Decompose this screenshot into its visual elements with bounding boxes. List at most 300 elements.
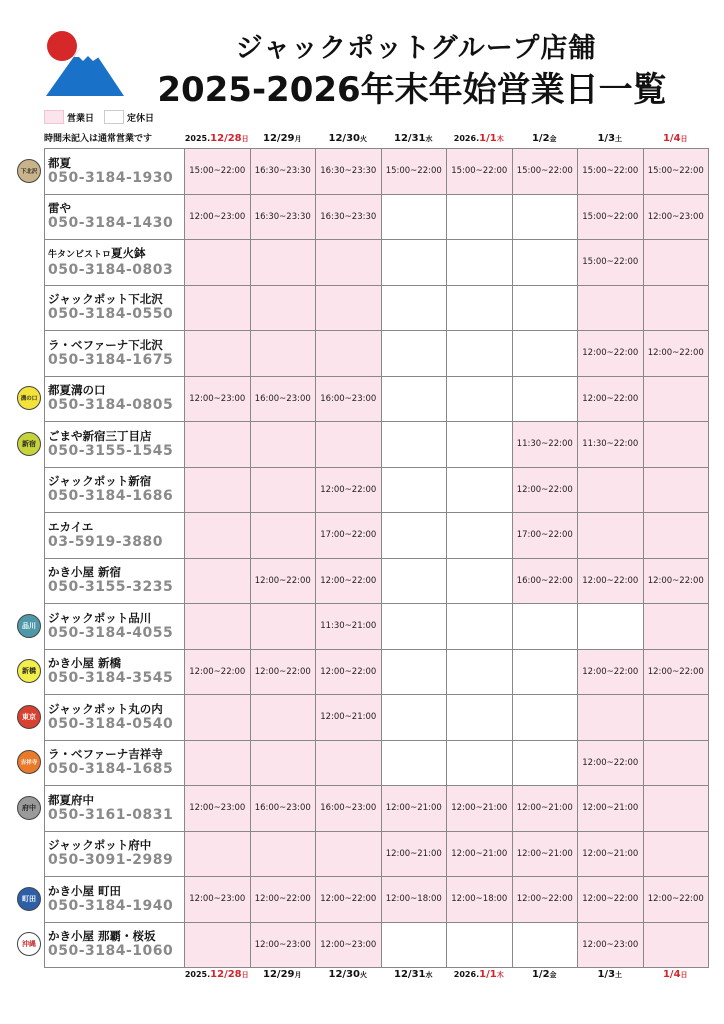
store-cell	[45, 695, 185, 741]
date-header-cell	[577, 133, 643, 144]
open-day-cell: 16:00~23:00	[250, 376, 316, 422]
open-day-cell: 15:00~22:00	[512, 149, 578, 195]
closed-day-cell	[381, 649, 447, 695]
closed-day-cell	[447, 331, 513, 377]
open-day-cell	[250, 513, 316, 559]
open-day-cell: 12:00~23:00	[250, 922, 316, 968]
open-day-cell	[316, 740, 382, 786]
open-day-cell: 16:00~23:00	[316, 786, 382, 832]
closed-day-cell	[381, 376, 447, 422]
open-day-cell	[185, 922, 251, 968]
store-name-main: ラ・ベファーナ下北沢	[48, 337, 163, 352]
closed-day-cell	[512, 740, 578, 786]
closed-day-cell	[447, 649, 513, 695]
closed-day-cell	[447, 422, 513, 468]
table-row	[45, 194, 709, 240]
date-year-prefix: 2026.	[453, 970, 480, 979]
open-day-cell	[643, 604, 709, 650]
open-day-cell: 12:00~21:00	[512, 786, 578, 832]
open-day-cell: 12:00~22:00	[643, 558, 709, 604]
open-day-cell	[643, 422, 709, 468]
open-day-cell	[185, 558, 251, 604]
open-day-cell: 15:00~22:00	[643, 149, 709, 195]
date-label: 1/4	[662, 969, 681, 980]
date-year-prefix: 2026.	[453, 134, 480, 143]
date-header-cell	[643, 969, 709, 980]
store-cell	[45, 740, 185, 786]
store-name-main: ジャックポット品川	[48, 610, 152, 625]
open-day-cell	[185, 740, 251, 786]
title-line-1: ジャックポットグループ店舗	[235, 33, 597, 64]
open-day-cell: 12:00~21:00	[578, 786, 644, 832]
open-day-cell	[643, 376, 709, 422]
store-cell	[45, 467, 185, 513]
date-day-of-week: 土	[615, 135, 623, 143]
table-row	[45, 877, 709, 923]
schedule-table	[44, 148, 709, 968]
store-name	[48, 246, 184, 262]
date-day-of-week: 火	[359, 971, 367, 979]
store-name	[48, 292, 184, 306]
date-header-top	[184, 133, 708, 144]
open-day-cell: 16:30~23:30	[250, 149, 316, 195]
open-day-cell: 12:00~22:00	[316, 649, 382, 695]
open-day-cell: 12:00~21:00	[512, 831, 578, 877]
open-day-cell: 12:00~21:00	[447, 831, 513, 877]
date-label: 12/30	[328, 133, 360, 144]
store-phone: 050-3184-4055	[48, 624, 174, 641]
closed-day-cell	[447, 467, 513, 513]
open-day-cell	[250, 331, 316, 377]
open-day-cell	[250, 604, 316, 650]
open-day-cell	[185, 331, 251, 377]
closed-day-cell	[447, 740, 513, 786]
open-day-cell: 17:00~22:00	[316, 513, 382, 559]
store-cell	[45, 376, 185, 422]
store-name	[48, 338, 184, 352]
open-day-cell	[643, 922, 709, 968]
table-row	[45, 649, 709, 695]
open-day-cell: 16:30~23:30	[316, 194, 382, 240]
store-cell	[45, 149, 185, 195]
closed-day-cell	[447, 194, 513, 240]
closed-day-cell	[512, 649, 578, 695]
open-day-cell	[578, 467, 644, 513]
open-day-cell	[250, 831, 316, 877]
date-label: 1/1	[479, 969, 497, 980]
open-day-cell	[185, 467, 251, 513]
store-cell	[45, 922, 185, 968]
store-phone: 050-3184-0540	[48, 715, 174, 732]
open-day-cell: 12:00~21:00	[381, 831, 447, 877]
open-day-cell: 12:00~18:00	[381, 877, 447, 923]
open-day-cell	[643, 467, 709, 513]
legend-closed-label: 定休日	[127, 113, 155, 124]
date-day-of-week: 金	[549, 135, 557, 143]
date-label: 1/3	[597, 969, 616, 980]
store-cell	[45, 513, 185, 559]
open-day-cell: 12:00~22:00	[512, 877, 578, 923]
open-day-cell: 12:00~22:00	[250, 649, 316, 695]
store-phone: 050-3184-1930	[48, 169, 174, 186]
page-title: 2025-2026年末年始営業日一覧	[157, 70, 667, 110]
store-name-main: かき小屋 那覇・桜坂	[48, 929, 156, 944]
table-row	[45, 422, 709, 468]
store-name-main: ごまや新宿三丁目店	[48, 428, 152, 443]
closed-day-cell	[381, 695, 447, 741]
date-day-of-week: 水	[425, 135, 433, 143]
open-day-cell	[578, 513, 644, 559]
store-name	[48, 201, 184, 215]
closed-day-cell	[381, 240, 447, 286]
area-badge-icon: 新橋	[17, 659, 41, 683]
closed-day-cell	[447, 285, 513, 331]
area-badge-icon: 下北沢	[17, 159, 41, 183]
open-day-cell: 12:00~22:00	[250, 877, 316, 923]
area-badge-icon: 品川	[17, 614, 41, 638]
store-name	[48, 520, 184, 534]
open-day-cell: 12:00~18:00	[447, 877, 513, 923]
open-day-cell	[643, 831, 709, 877]
open-day-cell: 16:00~22:00	[512, 558, 578, 604]
date-header-cell	[643, 133, 709, 144]
store-name	[48, 156, 184, 170]
open-day-cell: 12:00~22:00	[250, 558, 316, 604]
store-cell	[45, 877, 185, 923]
date-header-cell	[315, 133, 381, 144]
store-cell	[45, 649, 185, 695]
store-name	[48, 747, 184, 761]
open-day-cell	[185, 831, 251, 877]
date-header-cell	[381, 969, 447, 980]
date-day-of-week: 火	[359, 135, 367, 143]
store-phone: 050-3184-1940	[48, 897, 174, 914]
open-day-cell	[185, 604, 251, 650]
date-label: 12/31	[394, 133, 426, 144]
store-phone: 03-5919-3880	[48, 533, 164, 550]
closed-day-cell	[512, 331, 578, 377]
open-day-cell	[643, 740, 709, 786]
open-day-cell: 11:30~22:00	[578, 422, 644, 468]
table-row	[45, 240, 709, 286]
date-day-of-week: 日	[241, 135, 249, 143]
open-day-cell: 12:00~22:00	[578, 376, 644, 422]
date-label: 12/30	[328, 969, 360, 980]
open-day-cell: 16:30~23:30	[316, 149, 382, 195]
open-day-cell	[250, 285, 316, 331]
store-phone: 050-3155-1545	[48, 442, 174, 459]
store-name	[48, 383, 184, 397]
open-day-cell: 15:00~22:00	[185, 149, 251, 195]
table-row	[45, 558, 709, 604]
open-day-cell: 12:00~22:00	[643, 331, 709, 377]
open-day-cell: 12:00~22:00	[578, 331, 644, 377]
open-day-cell: 12:00~21:00	[447, 786, 513, 832]
store-cell	[45, 831, 185, 877]
store-phone: 050-3184-3545	[48, 670, 174, 687]
open-day-cell	[250, 240, 316, 286]
open-day-cell	[643, 695, 709, 741]
date-label: 12/29	[263, 969, 295, 980]
date-header-cell	[184, 133, 250, 144]
mount-fuji-sunrise-icon	[44, 30, 126, 100]
open-day-cell: 12:00~22:00	[185, 649, 251, 695]
store-name-main: 夏火鉢	[111, 245, 146, 260]
open-day-cell: 16:30~23:30	[250, 194, 316, 240]
table-row	[45, 331, 709, 377]
store-name-main: 都夏	[48, 155, 71, 170]
date-label: 12/29	[263, 133, 295, 144]
open-day-cell: 15:00~22:00	[447, 149, 513, 195]
closed-day-cell	[447, 922, 513, 968]
date-day-of-week: 日	[241, 971, 249, 979]
area-badge-icon: 新宿	[17, 432, 41, 456]
store-name	[48, 702, 184, 716]
area-badge-icon: 府中	[17, 796, 41, 820]
store-name	[48, 565, 184, 579]
date-label: 1/2	[531, 969, 550, 980]
store-cell	[45, 604, 185, 650]
table-row	[45, 376, 709, 422]
open-day-cell: 12:00~23:00	[185, 877, 251, 923]
store-cell	[45, 331, 185, 377]
closed-day-cell	[512, 604, 578, 650]
date-label: 1/4	[662, 133, 681, 144]
open-day-cell: 12:00~22:00	[578, 740, 644, 786]
open-day-cell: 12:00~22:00	[643, 877, 709, 923]
store-cell	[45, 558, 185, 604]
open-day-cell: 15:00~22:00	[578, 194, 644, 240]
closed-day-cell	[381, 604, 447, 650]
closed-day-cell	[512, 240, 578, 286]
open-day-cell	[316, 422, 382, 468]
store-name-main: 都夏府中	[48, 792, 94, 807]
open-day-cell	[316, 240, 382, 286]
open-day-cell: 16:00~23:00	[250, 786, 316, 832]
open-day-cell	[578, 695, 644, 741]
date-header-bottom	[184, 969, 708, 980]
open-day-cell: 12:00~22:00	[578, 877, 644, 923]
store-name-main: かき小屋 新宿	[48, 565, 122, 580]
store-name	[48, 884, 184, 898]
closed-day-cell	[447, 695, 513, 741]
open-day-cell: 12:00~23:00	[316, 922, 382, 968]
store-phone: 050-3091-2989	[48, 852, 174, 869]
open-day-cell	[250, 467, 316, 513]
open-day-cell: 12:00~23:00	[185, 194, 251, 240]
closed-day-cell	[381, 467, 447, 513]
store-name	[48, 838, 184, 852]
closed-day-cell	[447, 240, 513, 286]
closed-day-cell	[381, 513, 447, 559]
store-name	[48, 429, 184, 443]
open-day-cell	[316, 285, 382, 331]
store-cell	[45, 194, 185, 240]
table-row	[45, 285, 709, 331]
closed-day-cell	[512, 376, 578, 422]
area-badge-icon: 町田	[17, 887, 41, 911]
open-day-cell	[185, 240, 251, 286]
date-label: 12/28	[210, 969, 242, 980]
table-row	[45, 513, 709, 559]
open-day-cell	[643, 513, 709, 559]
note-text: 時間未記入は通常営業です	[44, 134, 153, 144]
open-day-cell	[316, 331, 382, 377]
open-day-cell	[250, 695, 316, 741]
store-phone: 050-3184-1675	[48, 351, 174, 368]
store-phone: 050-3184-1686	[48, 488, 174, 505]
closed-day-cell	[381, 285, 447, 331]
date-day-of-week: 木	[496, 135, 504, 143]
open-day-cell: 15:00~22:00	[381, 149, 447, 195]
closed-day-cell	[381, 558, 447, 604]
store-name	[48, 929, 184, 943]
legend-closed-swatch	[104, 110, 124, 124]
open-day-cell	[185, 422, 251, 468]
open-day-cell	[250, 422, 316, 468]
area-badge-icon: 吉祥寺	[17, 750, 41, 774]
open-day-cell	[185, 513, 251, 559]
closed-day-cell	[447, 513, 513, 559]
open-day-cell	[250, 740, 316, 786]
open-day-cell: 17:00~22:00	[512, 513, 578, 559]
closed-day-cell	[381, 194, 447, 240]
open-day-cell: 12:00~22:00	[578, 649, 644, 695]
date-header-cell	[512, 969, 578, 980]
store-phone: 050-3184-0805	[48, 397, 174, 414]
store-phone: 050-3184-1430	[48, 215, 174, 232]
date-header-cell	[315, 969, 381, 980]
open-day-cell	[185, 695, 251, 741]
open-day-cell: 12:00~23:00	[185, 376, 251, 422]
open-day-cell: 12:00~21:00	[381, 786, 447, 832]
store-name	[48, 611, 184, 625]
open-day-cell: 12:00~21:00	[316, 695, 382, 741]
open-day-cell	[578, 285, 644, 331]
date-header-cell	[250, 969, 316, 980]
date-label: 12/28	[210, 133, 242, 144]
open-day-cell: 12:00~22:00	[578, 558, 644, 604]
date-label: 1/1	[479, 133, 497, 144]
store-cell	[45, 422, 185, 468]
date-header-cell	[446, 133, 512, 144]
table-row	[45, 695, 709, 741]
store-name-main: ジャックポット下北沢	[48, 292, 163, 307]
table-row	[45, 149, 709, 195]
date-day-of-week: 日	[680, 135, 688, 143]
date-label: 1/2	[531, 133, 550, 144]
table-row	[45, 467, 709, 513]
open-day-cell: 16:00~23:00	[316, 376, 382, 422]
date-label: 12/31	[394, 969, 426, 980]
open-day-cell: 12:00~23:00	[185, 786, 251, 832]
area-badge-icon: 溝の口	[17, 386, 41, 410]
store-phone: 050-3184-1685	[48, 761, 174, 778]
store-name	[48, 793, 184, 807]
date-day-of-week: 土	[615, 971, 623, 979]
closed-day-cell	[578, 604, 644, 650]
closed-day-cell	[512, 695, 578, 741]
open-day-cell: 12:00~22:00	[643, 649, 709, 695]
store-name-main: ラ・ベファーナ吉祥寺	[48, 747, 163, 762]
store-name-main: ジャックポット丸の内	[48, 701, 163, 716]
open-day-cell: 12:00~23:00	[578, 922, 644, 968]
open-day-cell: 15:00~22:00	[578, 240, 644, 286]
open-day-cell: 12:00~22:00	[512, 467, 578, 513]
store-name-main: エカイエ	[48, 519, 94, 534]
open-day-cell	[316, 831, 382, 877]
open-day-cell: 11:30~21:00	[316, 604, 382, 650]
open-day-cell: 11:30~22:00	[512, 422, 578, 468]
table-row	[45, 604, 709, 650]
date-day-of-week: 金	[549, 971, 557, 979]
legend-open-label: 営業日	[67, 113, 95, 124]
open-day-cell	[643, 240, 709, 286]
store-name-main: かき小屋 町田	[48, 883, 122, 898]
closed-day-cell	[447, 558, 513, 604]
date-year-prefix: 2025.	[184, 134, 211, 143]
date-header-cell	[381, 133, 447, 144]
open-day-cell: 12:00~22:00	[316, 558, 382, 604]
date-label: 1/3	[597, 133, 616, 144]
open-day-cell: 15:00~22:00	[578, 149, 644, 195]
date-day-of-week: 日	[680, 971, 688, 979]
closed-day-cell	[381, 422, 447, 468]
store-name	[48, 656, 184, 670]
date-day-of-week: 月	[294, 971, 302, 979]
store-cell	[45, 285, 185, 331]
closed-day-cell	[381, 922, 447, 968]
legend-open-swatch	[44, 110, 64, 124]
table-row	[45, 922, 709, 968]
store-name	[48, 474, 184, 488]
store-phone: 050-3161-0831	[48, 806, 174, 823]
date-day-of-week: 木	[496, 971, 504, 979]
store-phone: 050-3184-1060	[48, 943, 174, 960]
closed-day-cell	[381, 331, 447, 377]
store-name-main: 都夏溝の口	[48, 383, 106, 398]
store-name-main: 雷や	[48, 201, 71, 216]
store-phone: 050-3184-0803	[48, 261, 174, 278]
closed-day-cell	[447, 376, 513, 422]
open-day-cell: 12:00~22:00	[316, 877, 382, 923]
open-day-cell	[643, 285, 709, 331]
date-day-of-week: 水	[425, 971, 433, 979]
store-name-prefix: 牛タンビストロ	[48, 249, 112, 260]
closed-day-cell	[447, 604, 513, 650]
date-header-cell	[446, 969, 512, 980]
date-day-of-week: 月	[294, 135, 302, 143]
date-header-cell	[577, 969, 643, 980]
open-day-cell: 12:00~23:00	[643, 194, 709, 240]
closed-day-cell	[381, 740, 447, 786]
table-row	[45, 831, 709, 877]
store-phone: 050-3155-3235	[48, 579, 174, 596]
store-phone: 050-3184-0550	[48, 306, 174, 323]
open-day-cell: 12:00~22:00	[316, 467, 382, 513]
area-badge-icon: 東京	[17, 705, 41, 729]
legend	[44, 110, 164, 124]
date-year-prefix: 2025.	[184, 970, 211, 979]
store-name-main: ジャックポット新宿	[48, 474, 152, 489]
closed-day-cell	[512, 285, 578, 331]
store-cell	[45, 240, 185, 286]
open-day-cell	[185, 285, 251, 331]
store-name-main: ジャックポット府中	[48, 838, 152, 853]
store-cell	[45, 786, 185, 832]
date-header-cell	[512, 133, 578, 144]
table-row	[45, 786, 709, 832]
